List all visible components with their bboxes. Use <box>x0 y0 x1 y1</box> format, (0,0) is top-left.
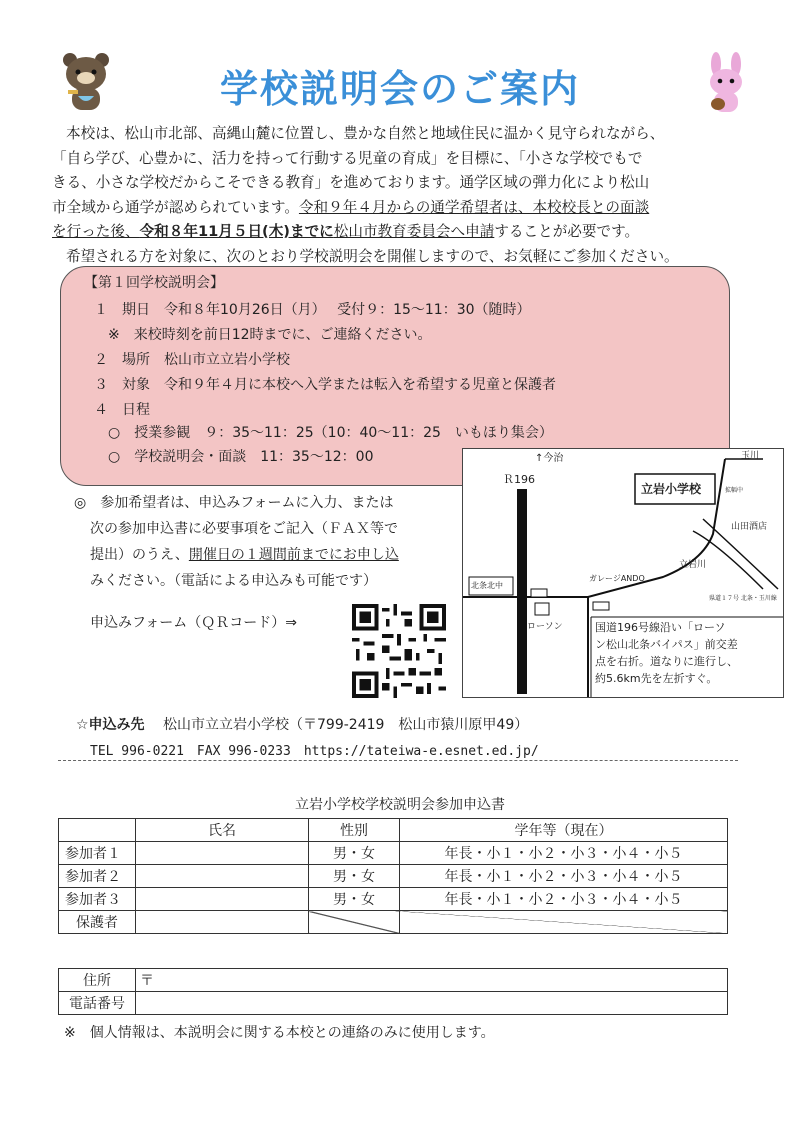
intro-line: 「自ら学び、心豊かに、活力を持って行動する児童の育成」を目標に、「小さな学校でもで <box>52 149 643 167</box>
qr-code[interactable] <box>352 604 446 698</box>
deadline-text: 令和８年11月５日(木)までに <box>139 223 334 240</box>
row-label: 保護者 <box>59 911 136 934</box>
contact-line <box>76 714 528 734</box>
contact-address: 松山市立立岩小学校（〒799-2419 松山市猿川原甲49） <box>163 717 529 733</box>
map-direction-line: 点を右折。道なりに進行し、 <box>595 655 738 668</box>
map-label-tamagawa: 玉川 <box>741 451 760 461</box>
contact-table <box>58 968 728 1015</box>
table-row <box>59 842 728 865</box>
apply-note-text: 提出）のうえ、 <box>90 547 189 563</box>
contact-label: ☆申込み先 <box>76 717 145 733</box>
page-title: 学校説明会のご案内 <box>219 67 580 111</box>
sex-option[interactable]: 男・女 <box>309 842 400 865</box>
table-row <box>59 888 728 911</box>
table-header-sex: 性別 <box>309 819 400 842</box>
session-note: ※ 来校時刻を前日12時までに、ご連絡ください。 <box>108 327 432 343</box>
intro-underlined: 令和９年４月からの通学希望者は、本校校長との面談 <box>298 198 650 216</box>
intro-text: することが必要です。 <box>494 223 640 240</box>
map-label-lawson: ローソン <box>527 622 563 632</box>
map-label-school-north: 北条北中 <box>471 581 503 590</box>
map-label-yamada: 山田酒店 <box>731 522 768 532</box>
session-target: ３ 対象 令和９年４月に本校へ入学または転入を希望する児童と保護者 <box>94 377 556 393</box>
grade-option[interactable]: 年長・小１・小２・小３・小４・小５ <box>400 842 728 865</box>
intro-text: 市全域から通学が認められています。 <box>52 198 299 216</box>
apply-note <box>74 490 399 594</box>
map-directions <box>595 619 738 687</box>
intro-underlined: を行った後、 <box>52 223 140 240</box>
name-field[interactable] <box>136 888 309 911</box>
name-field[interactable] <box>136 842 309 865</box>
intro-line <box>52 196 752 221</box>
map-label-r196: Ｒ196 <box>503 473 535 486</box>
schedule-item: ○ 学校説明会・面談 11：35～12：00 <box>108 449 374 465</box>
crossed-cell <box>400 911 728 934</box>
apply-note-line: ◎ 参加希望者は、申込みフォームに入力、または <box>74 495 394 511</box>
intro-line: 本校は、松山市北部、高縄山麓に位置し、豊かな自然と地域住民に温かく見守られながら、 <box>66 125 665 142</box>
intro-line: 希望される方を対象に、次のとおり学校説明会を開催しますので、お気軽にご参加ください。 <box>66 247 679 265</box>
privacy-note: ※ 個人情報は、本説明会に関する本校との連絡のみに使用します。 <box>64 1025 495 1041</box>
apply-note-line <box>74 542 399 568</box>
intro-paragraph <box>52 122 752 269</box>
intro-line: きる、小さな学校だからこそできる教育」を進めております。通学区域の弾力化により松山 <box>52 174 650 191</box>
table-row <box>59 911 728 934</box>
phone-field[interactable] <box>136 992 728 1015</box>
participant-table <box>58 818 728 934</box>
intro-underlined: 松山市教育委員会へ申請 <box>333 223 495 240</box>
table-header-grade: 学年等（現在） <box>400 819 728 842</box>
map-label-widening: 拡幅中 <box>725 487 744 494</box>
session-heading: 【第１回学校説明会】 <box>84 275 224 291</box>
form-link-label: 申込みフォーム（ＱＲコード）⇒ <box>90 615 298 631</box>
grade-option[interactable]: 年長・小１・小２・小３・小４・小５ <box>400 865 728 888</box>
table-header-name: 氏名 <box>136 819 309 842</box>
table-header-blank <box>59 819 136 842</box>
contact-tel: TEL 996-0221 FAX 996-0233 https://tateiwa-e.esnet.ed.jp/ <box>90 744 539 759</box>
map-direction-line: 約5.6km先を左折すぐ。 <box>595 672 718 685</box>
cut-line <box>58 760 738 761</box>
grade-option[interactable]: 年長・小１・小２・小３・小４・小５ <box>400 888 728 911</box>
session-date: １ 期日 令和８年10月26日（月） 受付９：15～11：30（随時） <box>94 302 531 318</box>
form-title: 立岩小学校学校説明会参加申込書 <box>295 797 505 813</box>
apply-deadline: 開催日の１週間前までにお申し込 <box>188 547 399 563</box>
row-label: 参加者２ <box>59 865 136 888</box>
address-field[interactable]: 〒 <box>136 969 728 992</box>
phone-label: 電話番号 <box>59 992 136 1015</box>
map-direction-line: ン松山北条バイパス」前交差 <box>595 638 738 651</box>
table-row <box>59 865 728 888</box>
session-place: ２ 場所 松山市立立岩小学校 <box>94 352 290 368</box>
apply-note-line: みください。（電話による申込みも可能です） <box>90 573 377 589</box>
schedule-item: ○ 授業参観 ９：35～11：25（10：40～11：25 いもほり集会） <box>108 425 553 441</box>
map-label-imaji: ↑今治 <box>535 453 564 464</box>
sex-option[interactable]: 男・女 <box>309 888 400 911</box>
apply-note-line: 次の参加申込書に必要事項をご記入（ＦＡＸ等で <box>90 521 398 537</box>
intro-line <box>52 220 752 245</box>
crossed-cell <box>309 911 400 934</box>
session-schedule: ４ 日程 <box>94 402 150 418</box>
address-label: 住所 <box>59 969 136 992</box>
map-label-school: 立岩小学校 <box>641 482 702 496</box>
map-direction-line: 国道196号線沿い「ローソ <box>595 621 726 634</box>
map-label-tateiwagawa: 立岩川 <box>679 560 707 570</box>
name-field[interactable] <box>136 865 309 888</box>
access-map <box>462 448 784 698</box>
guardian-name-field[interactable] <box>136 911 309 934</box>
row-label: 参加者１ <box>59 842 136 865</box>
row-label: 参加者３ <box>59 888 136 911</box>
map-label-garage: ガレージANDO <box>589 574 645 583</box>
map-label-road: 県道１７号 北条・玉川線 <box>709 595 777 602</box>
sex-option[interactable]: 男・女 <box>309 865 400 888</box>
